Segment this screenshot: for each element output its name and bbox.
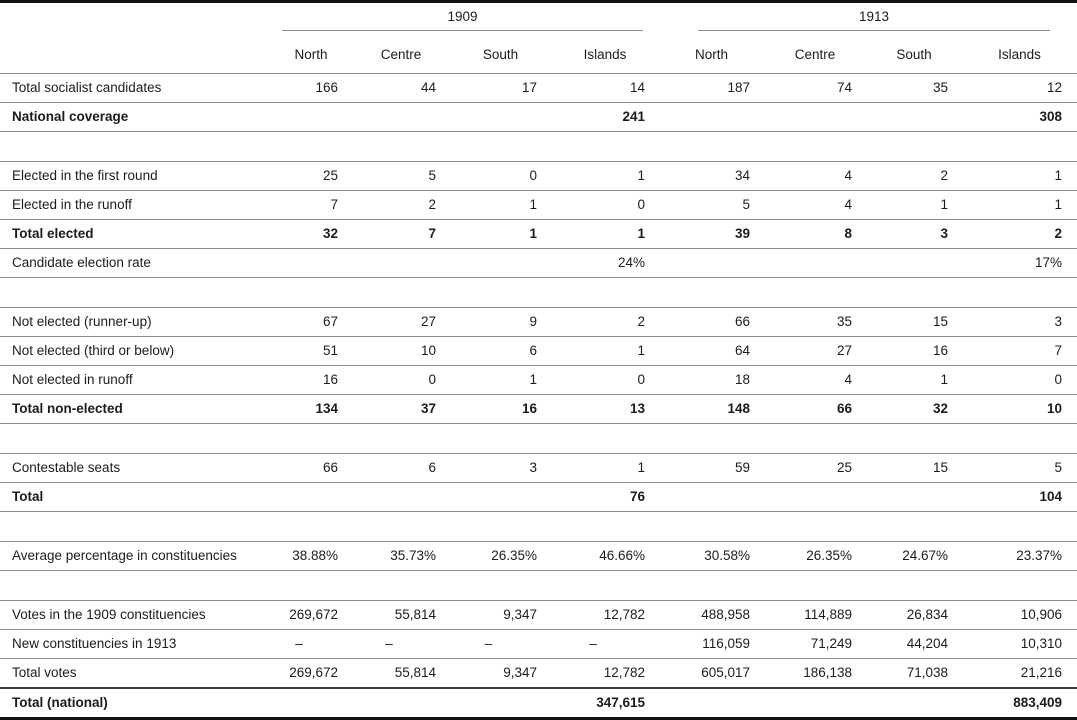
- col-header-islands-1909: Islands: [583, 47, 627, 63]
- cell-value: 76: [629, 489, 645, 505]
- spacer-row: [0, 132, 1077, 162]
- cell-value: 114,889: [804, 607, 852, 623]
- cell-value: 12: [1046, 80, 1062, 96]
- cell-value: 3: [1054, 314, 1062, 330]
- row-label: Average percentage in constituencies: [12, 548, 237, 564]
- col-header-north-1913: North: [694, 47, 728, 63]
- cell-value: 5: [1054, 460, 1062, 476]
- cell-value: 37: [420, 401, 436, 417]
- cell-value: 134: [315, 401, 338, 417]
- cell-value: 0: [529, 168, 537, 184]
- row-label: Total: [12, 489, 44, 505]
- cell-value: 10,906: [1020, 607, 1062, 623]
- row-label: Total (national): [12, 695, 108, 711]
- cell-value: 2: [428, 197, 436, 213]
- cell-value: 0: [637, 197, 645, 213]
- cell-value: –: [295, 636, 303, 652]
- cell-value: 9,347: [503, 607, 537, 623]
- col-header-islands-1913: Islands: [998, 47, 1041, 63]
- cell-value: 10: [420, 343, 436, 359]
- row-label: Total elected: [12, 226, 94, 242]
- cell-value: 30.58%: [704, 548, 750, 564]
- cell-value: 25: [836, 460, 852, 476]
- cell-value: 35.73%: [390, 548, 436, 564]
- cell-value: 38.88%: [292, 548, 338, 564]
- cell-value: 2: [637, 314, 645, 330]
- cell-value: 269,672: [289, 665, 338, 681]
- cell-value: 24%: [617, 255, 645, 271]
- cell-value: 0: [428, 372, 436, 388]
- cell-value: 5: [742, 197, 750, 213]
- table-row: [0, 308, 1077, 337]
- col-header-centre-1909: Centre: [380, 47, 422, 63]
- cell-value: 5: [428, 168, 436, 184]
- cell-value: 24.67%: [902, 548, 948, 564]
- row-label: Elected in the first round: [12, 168, 158, 184]
- year-label-1913: 1913: [858, 9, 890, 24]
- row-label: Total votes: [12, 665, 77, 681]
- cell-value: 74: [836, 80, 852, 96]
- cell-value: 17%: [1034, 255, 1062, 271]
- year-label-1909: 1909: [447, 9, 478, 24]
- cell-value: –: [385, 636, 393, 652]
- row-label: Not elected (third or below): [12, 343, 175, 359]
- cell-value: 26.35%: [806, 548, 852, 564]
- cell-value: 32: [932, 401, 948, 417]
- cell-value: 3: [940, 226, 948, 242]
- cell-value: 51: [322, 343, 338, 359]
- cell-value: 2: [940, 168, 948, 184]
- year-group-1909: [282, 3, 643, 31]
- cell-value: 55,814: [394, 665, 436, 681]
- cell-value: 6: [529, 343, 537, 359]
- row-label: National coverage: [12, 109, 129, 125]
- table-row: [0, 103, 1077, 132]
- cell-value: 883,409: [1013, 695, 1062, 711]
- spacer-row: [0, 424, 1077, 454]
- cell-value: 66: [734, 314, 750, 330]
- spacer-row: [0, 512, 1077, 542]
- cell-value: 15: [932, 314, 948, 330]
- cell-value: 27: [836, 343, 852, 359]
- table-row: [0, 659, 1077, 689]
- cell-value: 66: [836, 401, 852, 417]
- cell-value: 10: [1046, 401, 1062, 417]
- cell-value: 7: [428, 226, 436, 242]
- cell-value: 71,038: [906, 665, 948, 681]
- cell-value: 1: [529, 197, 537, 213]
- cell-value: 44: [420, 80, 436, 96]
- cell-value: 18: [734, 372, 750, 388]
- table-body: [0, 74, 1077, 717]
- cell-value: 10,310: [1020, 636, 1062, 652]
- cell-value: 104: [1039, 489, 1062, 505]
- row-label: Votes in the 1909 constituencies: [12, 607, 206, 623]
- cell-value: 16: [521, 401, 537, 417]
- cell-value: 1: [637, 226, 645, 242]
- cell-value: 44,204: [906, 636, 948, 652]
- year-group-1913: [698, 3, 1050, 31]
- cell-value: 46.66%: [599, 548, 645, 564]
- cell-value: 3: [529, 460, 537, 476]
- table-row: [0, 395, 1077, 424]
- table-row: [0, 542, 1077, 571]
- cell-value: 488,958: [701, 607, 750, 623]
- table-row: [0, 454, 1077, 483]
- cell-value: 1: [1054, 168, 1062, 184]
- cell-value: 0: [1054, 372, 1062, 388]
- cell-value: 0: [637, 372, 645, 388]
- cell-value: 71,249: [810, 636, 852, 652]
- row-label: Not elected (runner-up): [12, 314, 152, 330]
- cell-value: 7: [1054, 343, 1062, 359]
- cell-value: 8: [844, 226, 852, 242]
- col-header-north-1909: North: [294, 47, 328, 63]
- cell-value: 1: [940, 372, 948, 388]
- cell-value: 34: [734, 168, 750, 184]
- cell-value: 1: [637, 460, 645, 476]
- column-header-row: [0, 31, 1077, 74]
- col-header-south-1913: South: [896, 47, 932, 63]
- cell-value: 66: [322, 460, 338, 476]
- cell-value: 15: [932, 460, 948, 476]
- cell-value: 35: [932, 80, 948, 96]
- cell-value: 17: [521, 80, 537, 96]
- cell-value: 148: [727, 401, 750, 417]
- row-label: New constituencies in 1913: [12, 636, 177, 652]
- table-row: [0, 191, 1077, 220]
- table-row: [0, 220, 1077, 249]
- cell-value: 12,782: [603, 665, 645, 681]
- cell-value: 116,059: [702, 636, 750, 652]
- cell-value: 166: [315, 80, 338, 96]
- cell-value: 25: [322, 168, 338, 184]
- cell-value: 9,347: [503, 665, 537, 681]
- table-row: [0, 601, 1077, 630]
- row-label: Not elected in runoff: [12, 372, 133, 388]
- cell-value: 1: [529, 372, 537, 388]
- cell-value: 26.35%: [491, 548, 537, 564]
- spacer-row: [0, 278, 1077, 308]
- cell-value: 1: [529, 226, 537, 242]
- cell-value: 35: [836, 314, 852, 330]
- cell-value: 4: [844, 372, 852, 388]
- row-label: Candidate election rate: [12, 255, 151, 271]
- cell-value: 14: [629, 80, 645, 96]
- cell-value: 2: [1054, 226, 1062, 242]
- table-row: [0, 249, 1077, 278]
- cell-value: 9: [529, 314, 537, 330]
- table-row: [0, 689, 1077, 717]
- cell-value: –: [484, 636, 493, 652]
- cell-value: 347,615: [596, 695, 645, 711]
- cell-value: 1: [637, 168, 645, 184]
- cell-value: 269,672: [289, 607, 338, 623]
- year-header-row: [0, 3, 1077, 31]
- cell-value: 1: [637, 343, 645, 359]
- col-header-centre-1913: Centre: [794, 47, 836, 63]
- cell-value: 1: [940, 197, 948, 213]
- spacer-row: [0, 571, 1077, 601]
- table-row: [0, 74, 1077, 103]
- row-label: Total non-elected: [12, 401, 123, 417]
- row-label: Total socialist candidates: [12, 80, 162, 96]
- cell-value: –: [589, 636, 597, 652]
- cell-value: 186,138: [803, 665, 852, 681]
- cell-value: 6: [428, 460, 436, 476]
- row-label: Elected in the runoff: [12, 197, 132, 213]
- cell-value: 59: [734, 460, 750, 476]
- cell-value: 605,017: [701, 665, 750, 681]
- cell-value: 13: [629, 401, 645, 417]
- cell-value: 67: [322, 314, 338, 330]
- table-row: [0, 483, 1077, 512]
- table-row: [0, 162, 1077, 191]
- cell-value: 4: [844, 197, 852, 213]
- cell-value: 12,782: [603, 607, 645, 623]
- cell-value: 241: [622, 109, 645, 125]
- cell-value: 64: [734, 343, 750, 359]
- table-row: [0, 337, 1077, 366]
- cell-value: 32: [322, 226, 338, 242]
- cell-value: 27: [420, 314, 436, 330]
- cell-value: 16: [932, 343, 948, 359]
- row-label: Contestable seats: [12, 460, 121, 476]
- cell-value: 21,216: [1020, 665, 1062, 681]
- cell-value: 308: [1039, 109, 1062, 125]
- cell-value: 23.37%: [1016, 548, 1062, 564]
- cell-value: 26,834: [906, 607, 948, 623]
- cell-value: 1: [1054, 197, 1062, 213]
- cell-value: 187: [727, 80, 750, 96]
- cell-value: 16: [322, 372, 338, 388]
- cell-value: 7: [330, 197, 338, 213]
- cell-value: 55,814: [394, 607, 436, 623]
- table-row: [0, 366, 1077, 395]
- col-header-south-1909: South: [482, 47, 519, 63]
- cell-value: 4: [844, 168, 852, 184]
- cell-value: 39: [734, 226, 750, 242]
- table-row: [0, 630, 1077, 659]
